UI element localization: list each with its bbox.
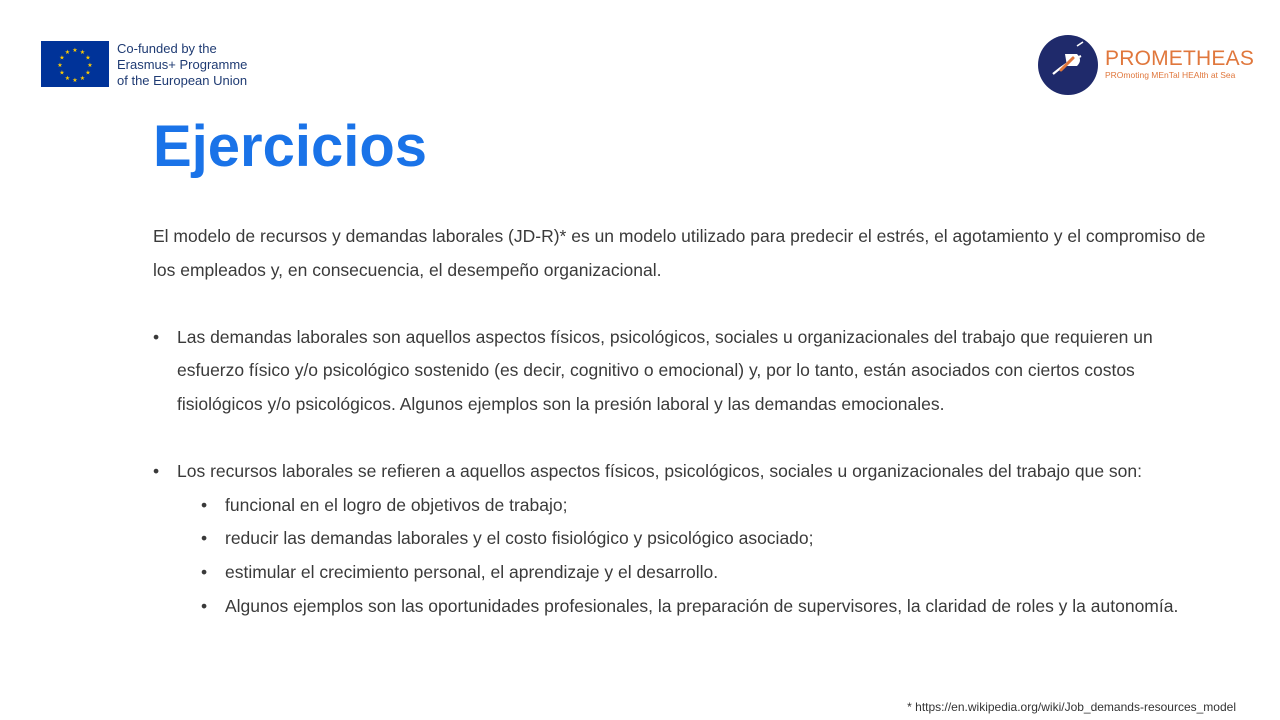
- svg-text:★: ★: [59, 69, 65, 77]
- svg-text:★: ★: [59, 54, 65, 62]
- slide-title: Ejercicios: [153, 114, 428, 179]
- intro-paragraph: El modelo de recursos y demandas laborales (JD-R)* es un modelo utilizado para predecir el estrés, el agotamiento y el compromiso de los empleados y, en consecuencia, el desempeño organizacional.: [153, 226, 1206, 280]
- svg-text:★: ★: [79, 75, 86, 82]
- svg-text:★: ★: [72, 47, 78, 54]
- bullet-text: Los recursos laborales se refieren a aquellos aspectos físicos, psicológicos, sociales u organizacionales del trabajo que son:: [177, 461, 1142, 482]
- bullet-text: Las demandas laborales son aquellos aspectos físicos, psicológicos, sociales u organizacionales del trabajo que requieren un esfuerzo físico y/o psicológico sostenido (es decir, cognitivo o emocional) y, por lo tanto, están asociados con ciertos costos fisiológicos y/o psicológicos. Algunos ejemplos son la presión laboral y las demandas emocionales.: [177, 326, 1153, 414]
- svg-text:★: ★: [64, 75, 71, 82]
- bullet-item: [153, 455, 1213, 623]
- svg-text:★: ★: [85, 54, 91, 62]
- svg-text:★: ★: [57, 62, 63, 69]
- sub-bullet-item: • funcional en el logro de objetivos de trabajo;: [201, 489, 1213, 523]
- list-spacer: [153, 422, 1213, 456]
- svg-text:★: ★: [85, 69, 91, 77]
- eu-cofunding-text: [117, 41, 247, 89]
- bullet-list: [153, 321, 1213, 623]
- svg-text:★: ★: [87, 62, 93, 69]
- sub-bullet-item: • estimular el crecimiento personal, el aprendizaje y el desarrollo.: [201, 556, 1213, 590]
- sub-bullet-item: • reducir las demandas laborales y el costo fisiológico y psicológico asociado;: [201, 522, 1213, 556]
- svg-text:★: ★: [72, 77, 78, 84]
- bullet-item: [153, 321, 1213, 422]
- sub-bullet-item: • Algunos ejemplos son las oportunidades profesionales, la preparación de supervisores, la claridad de roles y la autonomía.: [201, 590, 1213, 624]
- eu-text-line: of the European Union: [117, 73, 248, 88]
- eu-flag-icon: [41, 41, 109, 87]
- prometheas-logo-icon: [1037, 34, 1099, 96]
- sub-bullet-list: [177, 489, 1213, 623]
- prometheas-tagline: PROmoting MEnTal HEAlth at Sea: [1105, 70, 1236, 80]
- prometheas-name: PROMETHEAS: [1105, 47, 1255, 70]
- eu-text-line: Co-funded by the: [117, 41, 217, 56]
- eu-text-line: Erasmus+ Programme: [117, 57, 248, 72]
- slide-content: [153, 220, 1213, 623]
- svg-text:★: ★: [64, 49, 71, 56]
- footnote-link[interactable]: * https://en.wikipedia.org/wiki/Job_demands-resources_model: [907, 700, 1236, 714]
- svg-text:★: ★: [79, 49, 86, 56]
